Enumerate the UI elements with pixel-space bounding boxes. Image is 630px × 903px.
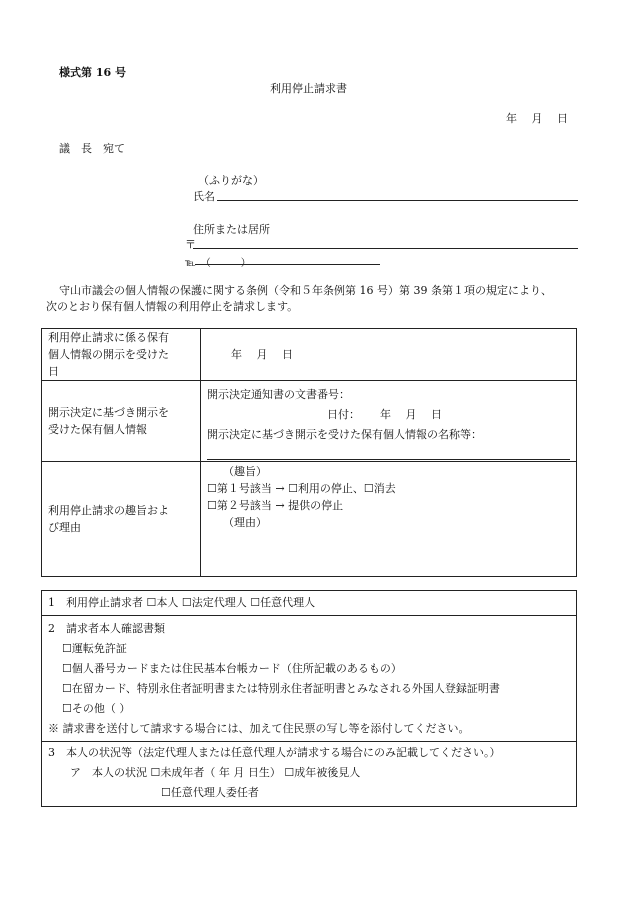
date-line: 年 月 日	[506, 112, 568, 125]
id-doc-checkbox[interactable]: ☐在留カード、特別永住者証明書または特別永住者証明書とみなされる外国人登録証明書	[62, 682, 500, 695]
option-1-checkbox[interactable]: ☐第１号該当 → ☐利用の停止、☐消去	[207, 482, 396, 495]
info-name-label: 開示決定に基づき開示を受けた保有個人情報の名称等：	[207, 428, 482, 441]
request-table	[41, 328, 577, 577]
page-title: 利用停止請求書	[270, 82, 347, 95]
id-docs-heading: 2 請求者本人確認書類	[48, 622, 165, 635]
table-row	[42, 616, 577, 742]
address-field[interactable]	[193, 248, 578, 249]
id-docs-section	[42, 616, 577, 742]
tel-field[interactable]	[195, 264, 380, 265]
label-line: 利用停止請求の趣旨およ	[48, 504, 169, 517]
label-line: び理由	[48, 521, 81, 534]
reason-heading: （理由）	[223, 516, 267, 529]
form-number: 様式第 16 号	[59, 66, 126, 79]
address-label: 住所または居所	[193, 223, 270, 236]
purpose-reason-field[interactable]	[201, 462, 577, 577]
id-doc-checkbox[interactable]: ☐その他（ ）	[62, 702, 131, 715]
disclosed-info-field[interactable]	[201, 381, 577, 462]
status-section	[42, 742, 577, 807]
disclosed-info-label	[42, 381, 201, 462]
requester-type-row[interactable]: 1 利用停止請求者 ☐本人 ☐法定代理人 ☐任意代理人	[42, 591, 577, 616]
id-doc-checkbox[interactable]: ☐運転免許証	[62, 642, 127, 655]
doc-number-label: 開示決定通知書の文書番号：	[207, 388, 350, 401]
status-option-proxy[interactable]: ☐任意代理人委任者	[161, 786, 259, 799]
label-line: 利用停止請求に係る保有	[48, 331, 169, 344]
info-name-line	[207, 459, 570, 460]
label-line: 受けた保有個人情報	[48, 423, 147, 436]
name-label: 氏名	[193, 190, 215, 203]
postal-label: 〒	[185, 238, 196, 251]
requester-info-table	[41, 590, 577, 807]
table-row	[42, 591, 577, 616]
table-row	[42, 329, 577, 381]
disclosure-date-label	[42, 329, 201, 381]
label-line: 開示決定に基づき開示を	[48, 406, 169, 419]
purpose-reason-label	[42, 462, 201, 577]
disclosure-date-field[interactable]	[201, 329, 577, 381]
label-line: 個人情報の開示を受けた	[48, 348, 169, 361]
intro-line-2: 次のとおり保有個人情報の利用停止を請求します。	[46, 300, 299, 313]
option-2-checkbox[interactable]: ☐第２号該当 → 提供の停止	[207, 499, 344, 512]
id-doc-checkbox[interactable]: ☐個人番号カードまたは住民基本台帳カード（住所記載のあるもの）	[62, 662, 402, 675]
attachment-note: ※ 請求書を送付して請求する場合には、加えて住民票の写し等を添付してください。	[48, 722, 470, 735]
status-heading: 3 本人の状況等（法定代理人または任意代理人が請求する場合にのみ記載してください。）	[48, 746, 501, 759]
decision-date-label: 日付： 年 月 日	[327, 408, 442, 421]
table-row	[42, 742, 577, 807]
label-line: 日	[48, 365, 59, 378]
table-row	[42, 381, 577, 462]
furigana-label: （ふりがな）	[198, 174, 264, 187]
status-options[interactable]: ア 本人の状況 ☐未成年者（ 年 月 日生） ☐成年被後見人	[70, 766, 361, 779]
addressee: 議 長 宛て	[59, 142, 125, 155]
intro-line-1: 守山市議会の個人情報の保護に関する条例（令和５年条例第 16 号）第 39 条第１項の規定により、	[59, 284, 552, 297]
purpose-heading: （趣旨）	[223, 465, 267, 478]
table-row	[42, 462, 577, 577]
name-field[interactable]	[217, 200, 578, 201]
tel-label: ℡ （ ）	[185, 258, 251, 269]
disclosure-date-value: 年 月 日	[231, 348, 293, 361]
